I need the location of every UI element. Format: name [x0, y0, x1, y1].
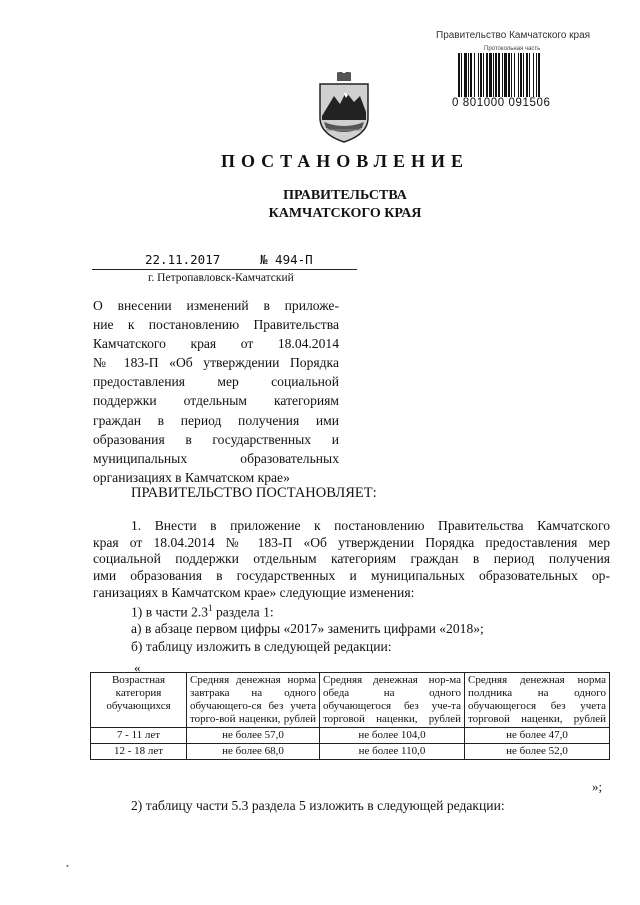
coat-of-arms-emblem — [316, 72, 372, 144]
table-header-row — [91, 673, 610, 728]
document-date: 22.11.2017 — [145, 252, 221, 267]
subtitle-line-2: КАМЧАТСКОГО КРАЯ — [268, 206, 422, 221]
decree-heading: ПРАВИТЕЛЬСТВО ПОСТАНОВЛЯЕТ: — [131, 485, 377, 501]
paragraph-line: края от 18.04.2014 № 183-П «Об утверждении Порядка предоставления мер — [93, 534, 610, 550]
document-subject — [93, 296, 339, 487]
document-place: г. Петропавловск-Камчатский — [148, 272, 294, 284]
barcode-bar — [529, 53, 530, 97]
barcode-bar — [461, 53, 462, 97]
subject-line: предоставления мер социальной — [93, 374, 339, 390]
subtitle-line-1: ПРАВИТЕЛЬСТВА — [283, 188, 407, 203]
subject-line: Камчатского края от 18.04.2014 — [93, 336, 339, 352]
page-mark: • — [66, 862, 69, 871]
barcode-bar — [518, 53, 519, 97]
table-row — [91, 744, 610, 760]
barcode-bar — [526, 53, 528, 97]
barcode-bar — [536, 53, 537, 97]
meal-norms-table — [90, 672, 610, 760]
subject-line: О внесении изменений в приложе- — [93, 298, 339, 313]
table-cell: 7 - 11 лет — [91, 728, 187, 744]
barcode-bar — [538, 53, 540, 97]
paragraph-1 — [93, 518, 610, 602]
item-1b: б) таблицу изложить в следующей редакции: — [131, 639, 392, 654]
barcode-number: 0 801000 091506 — [452, 97, 551, 109]
organization-label: Правительство Камчатского края — [436, 30, 591, 41]
barcode-bar — [502, 53, 503, 97]
quote-open: « — [134, 660, 141, 675]
paragraph-line: ганизациях в Камчатском крае» следующие изменения: — [93, 584, 415, 600]
barcode-bar — [480, 53, 482, 97]
subject-line: организациях в Камчатском крае» — [93, 469, 290, 485]
item-2: 2) таблицу части 5.3 раздела 5 изложить в следующей редакции: — [131, 798, 505, 813]
barcode-bar — [486, 53, 488, 97]
item-1-text: 1) в части 2.3 — [131, 604, 209, 620]
barcode-bar — [470, 53, 472, 97]
table-row — [91, 728, 610, 744]
table-cell: 12 - 18 лет — [91, 744, 187, 760]
barcode-bar — [508, 53, 510, 97]
barcode-bar — [493, 53, 494, 97]
subject-line: граждан в период получения ими — [93, 412, 339, 428]
table-header-cell: Средняя денежная нор-ма обеда на одного обучающегося без уче-та торговой наценки, рублей — [320, 673, 465, 728]
subject-line: № 183-П «Об утверждении Порядка — [93, 355, 339, 371]
barcode-bar — [498, 53, 500, 97]
table-header-cell: Средняя денежная норма завтрака на одного обучающего-ся без учета торго-вой наценки, рублей — [187, 673, 320, 728]
quote-close: »; — [592, 779, 603, 794]
paragraph-line: социальной поддержки отдельным категориям граждан в период получения — [93, 551, 610, 567]
item-1-tail: раздела 1: — [212, 604, 274, 620]
table-cell: не более 52,0 — [465, 744, 610, 760]
barcode-bar — [533, 53, 534, 97]
barcode-bar — [464, 53, 467, 97]
barcode-bar — [511, 53, 512, 97]
barcode-bar — [523, 53, 524, 97]
subject-line: муниципальных образовательных — [93, 450, 339, 466]
item-1-superscript: 1 — [208, 603, 213, 613]
document-title: ПОСТАНОВЛЕНИЕ — [220, 151, 470, 171]
subject-line: поддержки отдельным категориям — [93, 393, 339, 409]
table-cell: не более 47,0 — [465, 728, 610, 744]
barcode-bar — [474, 53, 475, 97]
table-header-cell: Возрастная категория обучающихся — [91, 673, 187, 728]
barcode — [458, 53, 608, 97]
barcode-bar — [520, 53, 522, 97]
table-cell: не более 104,0 — [320, 728, 465, 744]
barcode-bar — [483, 53, 484, 97]
barcode-bar — [458, 53, 460, 97]
paragraph-line: ими образования в государственных и муниципальных образовательных ор- — [93, 568, 610, 584]
barcode-bar — [489, 53, 492, 97]
barcode-bar — [468, 53, 469, 97]
table-header-cell: Средняя денежная норма полдника на одного обучающегося без учета торговой наценки, рублей — [465, 673, 610, 728]
subject-line: образования в государственных и — [93, 431, 339, 447]
subject-line: ние к постановлению Правительства — [93, 317, 339, 333]
barcode-caption: Протокольная часть — [484, 46, 541, 52]
date-underline — [92, 269, 357, 270]
barcode-bar — [478, 53, 479, 97]
document-number: № 494-П — [260, 252, 313, 267]
paragraph-line: 1. Внести в приложение к постановлению Правительства Камчатского — [131, 518, 610, 533]
barcode-bar — [504, 53, 507, 97]
table-cell: не более 110,0 — [320, 744, 465, 760]
table-cell: не более 68,0 — [187, 744, 320, 760]
item-1a: а) в абзаце первом цифры «2017» заменить цифрами «2018»; — [131, 621, 484, 636]
barcode-bar — [514, 53, 515, 97]
barcode-bar — [495, 53, 497, 97]
item-1 — [131, 603, 274, 621]
table-cell: не более 57,0 — [187, 728, 320, 744]
